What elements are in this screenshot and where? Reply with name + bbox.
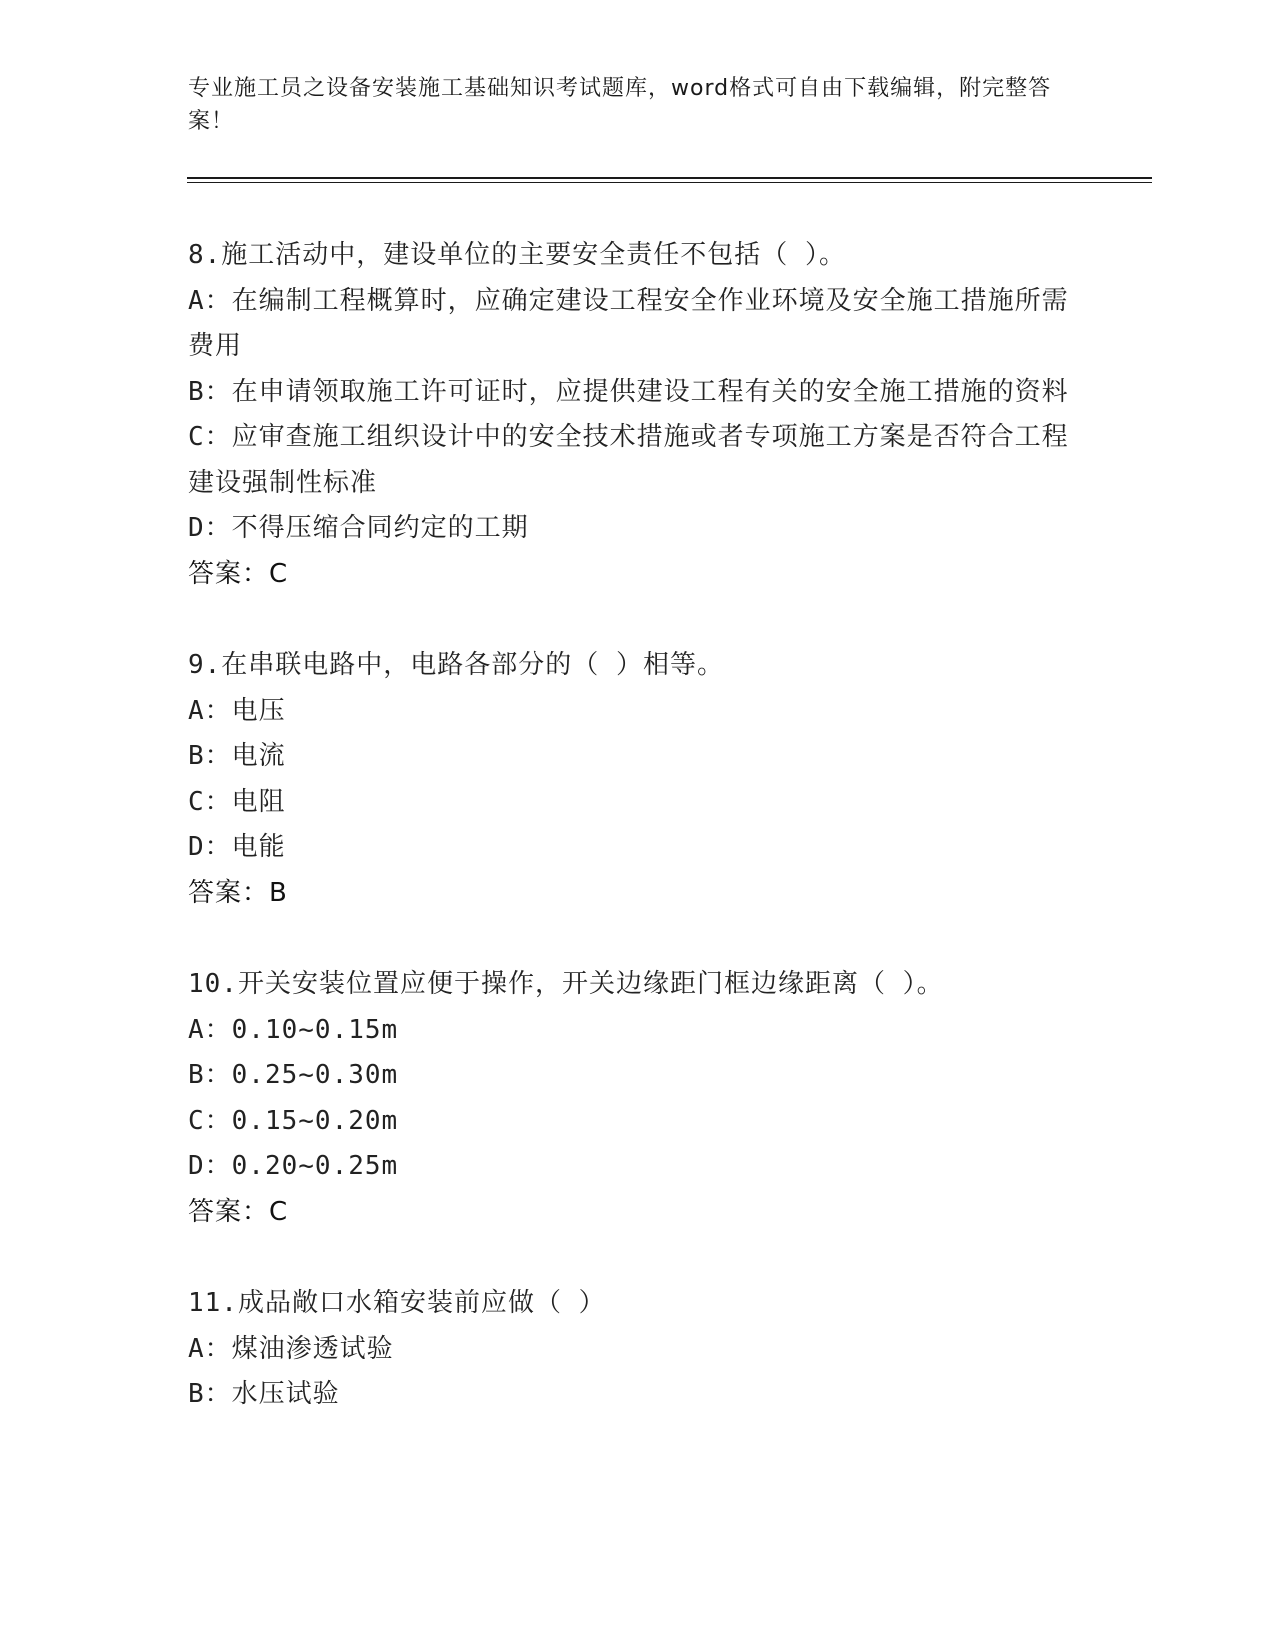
question-10 xyxy=(188,962,1088,1235)
question-stem: 8.施工活动中，建设单位的主要安全责任不包括（ ）。 xyxy=(188,240,846,270)
option-b: B：0.25~0.30m xyxy=(188,1060,399,1090)
answer-label: 答案：C xyxy=(188,558,289,589)
option-a: A：电压 xyxy=(188,695,286,726)
option-a: A：0.10~0.15m xyxy=(188,1014,399,1045)
option-d: D：0.20~0.25m xyxy=(188,1151,399,1181)
question-stem: 9.在串联电路中，电路各部分的（ ）相等。 xyxy=(188,650,724,680)
option-d: D：不得压缩合同约定的工期 xyxy=(188,513,529,543)
option-b: B：在申请领取施工许可证时，应提供建设工程有关的安全施工措施的资料 xyxy=(188,376,1069,407)
option-c: C：应审查施工组织设计中的安全技术措施或者专项施工方案是否符合工程建设强制性标准 xyxy=(188,422,1069,498)
answer-label: 答案：B xyxy=(188,877,288,908)
question-11 xyxy=(188,1281,1088,1418)
option-b: B：电流 xyxy=(188,741,286,771)
question-8 xyxy=(188,233,1088,597)
question-9 xyxy=(188,643,1088,916)
question-list xyxy=(188,233,1088,1464)
question-stem: 10.开关安装位置应便于操作，开关边缘距门框边缘距离（ ）。 xyxy=(188,969,944,999)
option-a: A：在编制工程概算时，应确定建设工程安全作业环境及安全施工措施所需费用 xyxy=(188,285,1069,361)
option-b: B：水压试验 xyxy=(188,1379,340,1409)
option-d: D：电能 xyxy=(188,832,286,862)
answer-label: 答案：C xyxy=(188,1196,289,1227)
option-c: C：电阻 xyxy=(188,786,286,817)
option-c: C：0.15~0.20m xyxy=(188,1105,399,1136)
header-divider-thin xyxy=(187,182,1152,183)
question-stem: 11.成品敞口水箱安装前应做（ ） xyxy=(188,1288,606,1318)
header-divider-thick xyxy=(187,177,1152,179)
option-a: A：煤油渗透试验 xyxy=(188,1333,394,1364)
document-header: 专业施工员之设备安装施工基础知识考试题库，word格式可自由下载编辑，附完整答案！ xyxy=(188,76,1052,134)
